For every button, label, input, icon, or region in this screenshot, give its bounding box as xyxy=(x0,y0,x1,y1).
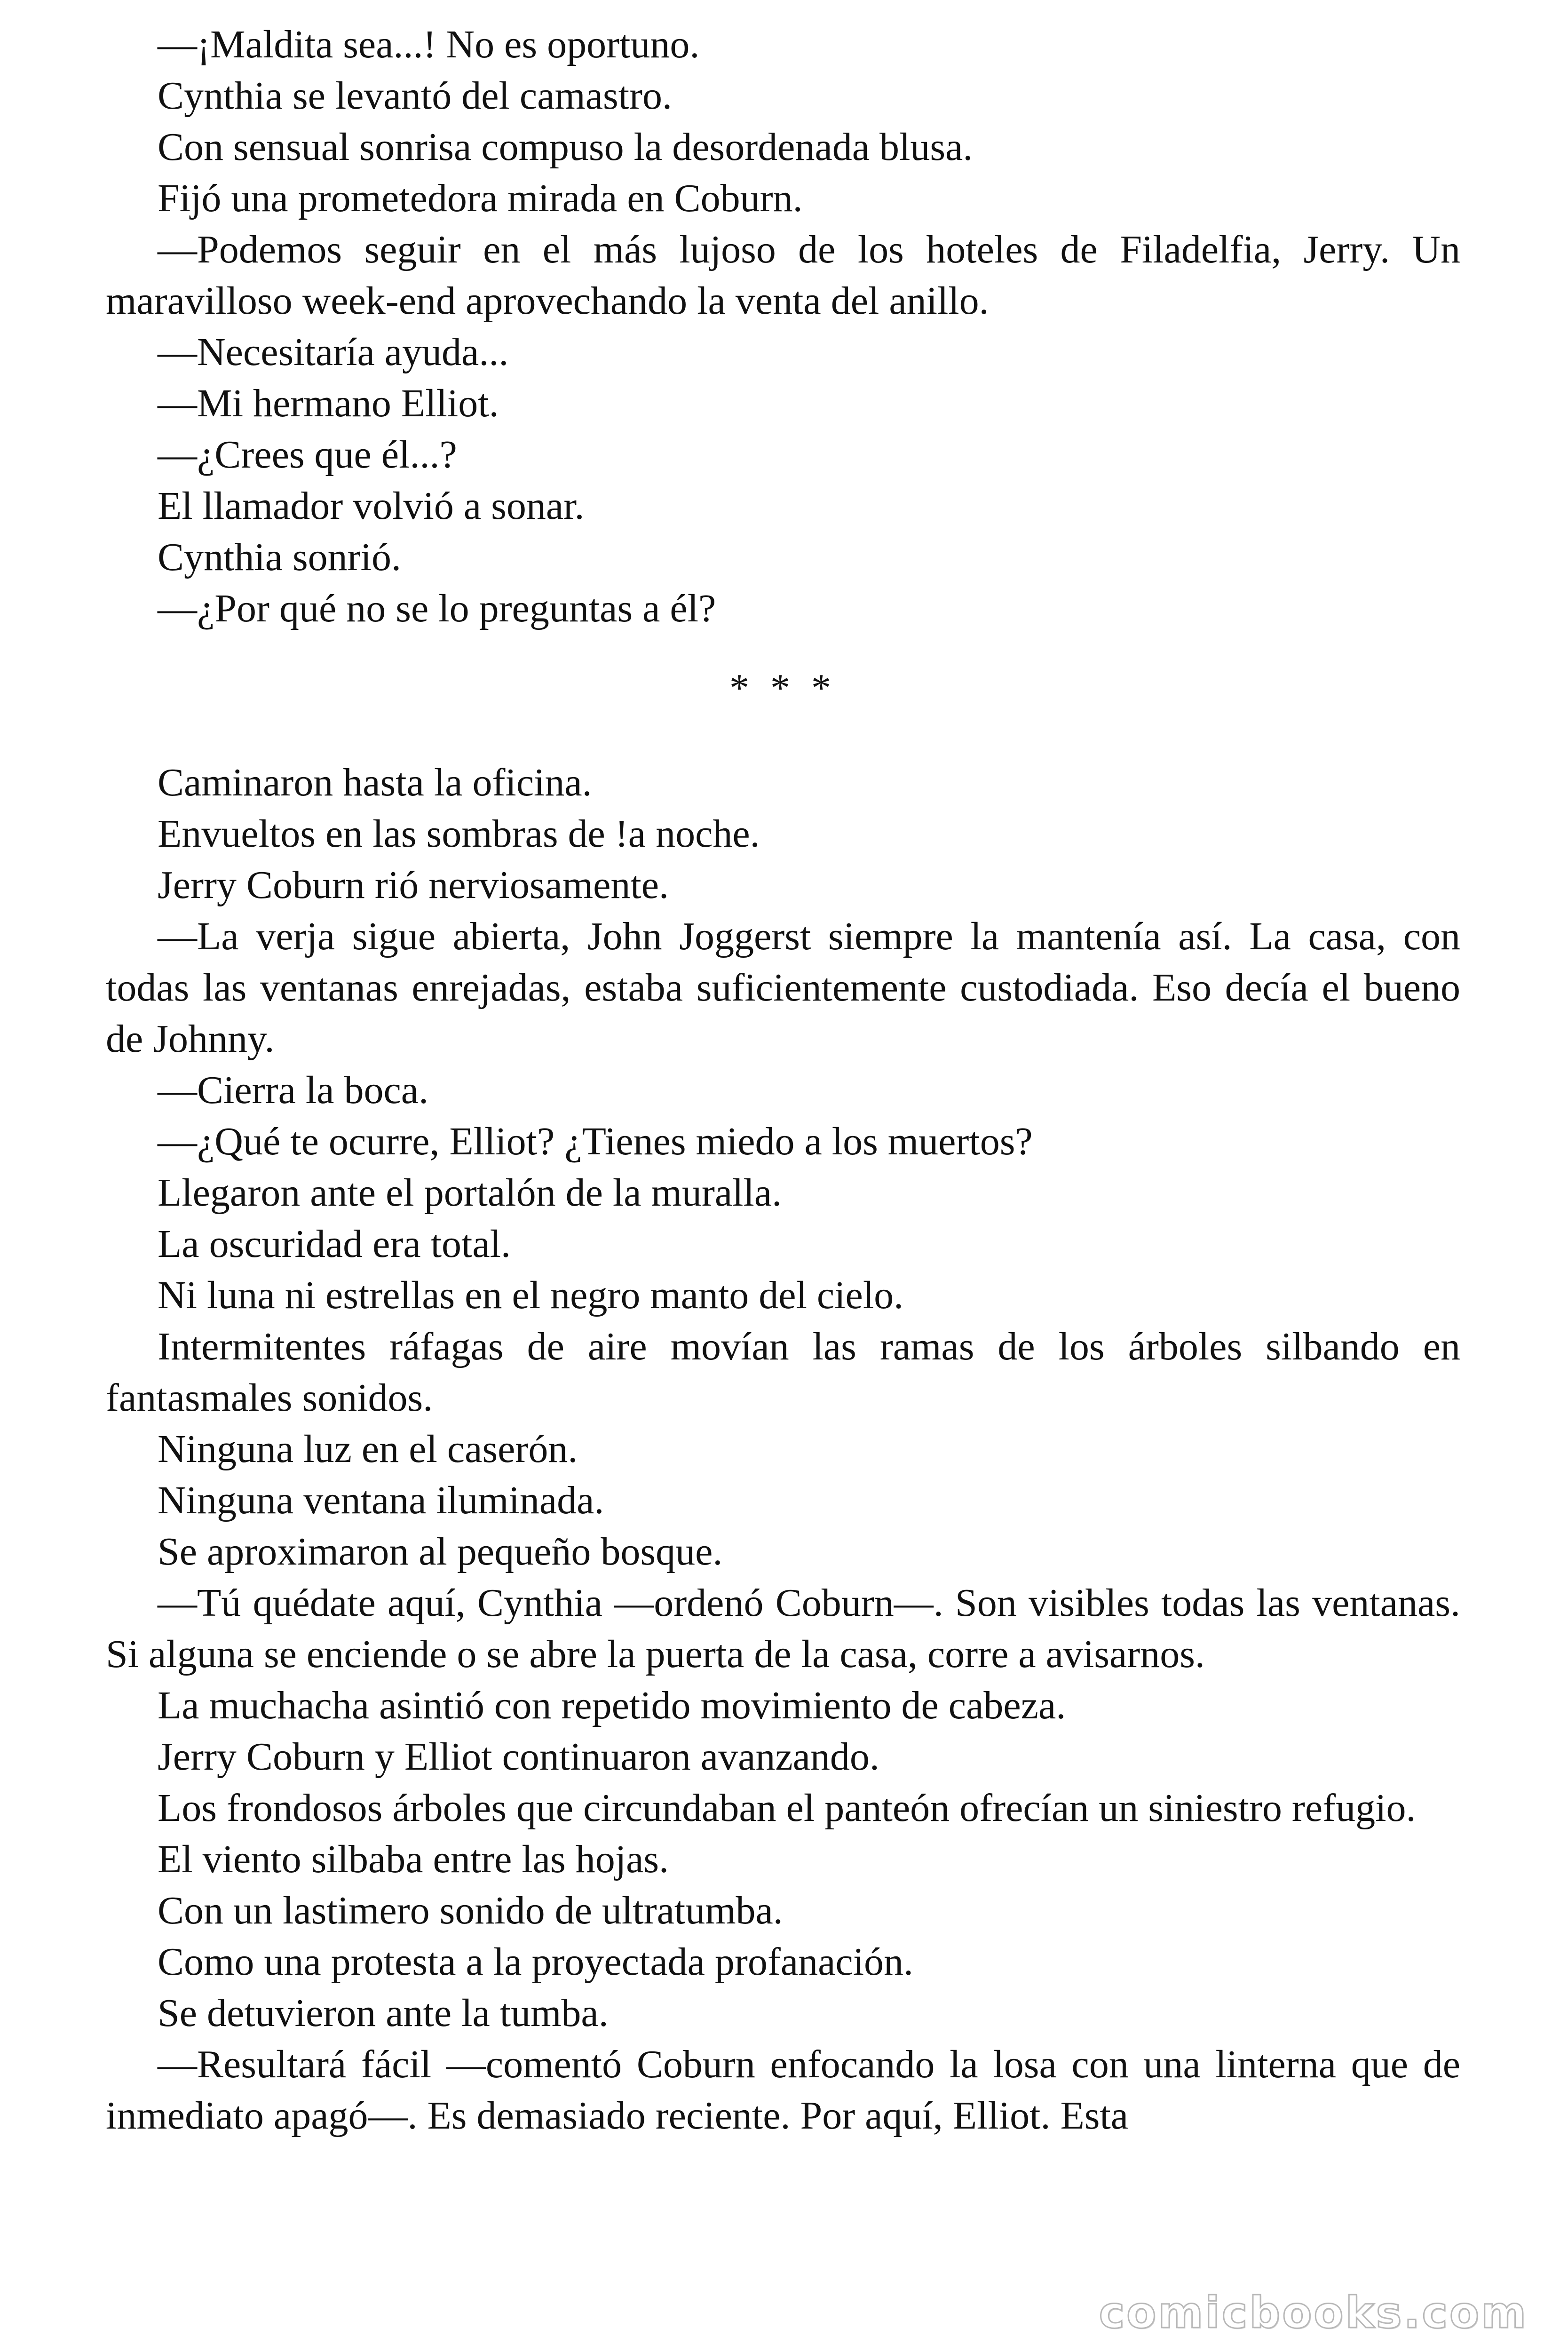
page-body xyxy=(106,19,1460,2141)
paragraph: Se aproximaron al pequeño bosque. xyxy=(158,1530,723,1573)
paragraph: Llegaron ante el portalón de la muralla. xyxy=(158,1171,782,1215)
paragraph: El llamador volvió a sonar. xyxy=(158,484,585,528)
paragraph: Ninguna luz en el caserón. xyxy=(158,1427,578,1471)
paragraph: La oscuridad era total. xyxy=(158,1222,511,1266)
watermark-logo: comicbooks.com xyxy=(1099,2288,1528,2338)
paragraph: —¡Maldita sea...! No es oportuno. xyxy=(158,23,700,66)
paragraph: Fijó una prometedora mirada en Coburn. xyxy=(158,176,803,220)
paragraph: Ninguna ventana iluminada. xyxy=(158,1478,604,1522)
paragraph: —¿Crees que él...? xyxy=(158,433,457,477)
paragraph: —Podemos seguir en el más lujoso de los hoteles de Filadelfia, Jerry. Un maravilloso week-end aprovechando la venta del anillo. xyxy=(106,228,1460,323)
paragraph: —Tú quédate aquí, Cynthia —ordenó Coburn—. Son visibles todas las ventanas. Si alguna se enciende o se abre la puerta de la casa, corre a avisarnos. xyxy=(106,1581,1460,1676)
paragraph: —Resultará fácil —comentó Coburn enfocando la losa con una linterna que de inmediato apagó—. Es demasiado reciente. Por aquí, Elliot. Esta xyxy=(106,2042,1460,2137)
paragraph: —La verja sigue abierta, John Joggerst siempre la mantenía así. La casa, con todas las ventanas enrejadas, estaba suficientemente custodiada. Eso decía el bueno de Johnny. xyxy=(106,914,1460,1061)
paragraph: Jerry Coburn y Elliot continuaron avanzando. xyxy=(158,1735,879,1779)
paragraph: —Cierra la boca. xyxy=(158,1068,429,1112)
paragraph: Con sensual sonrisa compuso la desordenada blusa. xyxy=(158,125,973,169)
paragraph: Como una protesta a la proyectada profanación. xyxy=(158,1940,914,1984)
paragraph: Cynthia se levantó del camastro. xyxy=(158,74,673,118)
paragraph: —¿Qué te ocurre, Elliot? ¿Tienes miedo a los muertos? xyxy=(158,1120,1033,1163)
paragraph: Ni luna ni estrellas en el negro manto del cielo. xyxy=(158,1273,904,1317)
paragraph: Jerry Coburn rió nerviosamente. xyxy=(158,863,669,907)
paragraph: Se detuvieron ante la tumba. xyxy=(158,1991,609,2035)
paragraph: Con un lastimero sonido de ultratumba. xyxy=(158,1889,783,1932)
paragraph: Caminaron hasta la oficina. xyxy=(158,761,592,804)
paragraph: Intermitentes ráfagas de aire movían las ramas de los árboles silbando en fantasmales sonidos. xyxy=(106,1325,1460,1420)
paragraph: Los frondosos árboles que circundaban el panteón ofrecían un siniestro refugio. xyxy=(158,1786,1416,1830)
scene-separator: * * * xyxy=(729,666,837,710)
paragraph: —¿Por qué no se lo preguntas a él? xyxy=(158,587,716,630)
paragraph: —Mi hermano Elliot. xyxy=(158,381,499,425)
paragraph: El viento silbaba entre las hojas. xyxy=(158,1837,669,1881)
paragraph: La muchacha asintió con repetido movimiento de cabeza. xyxy=(158,1684,1066,1727)
paragraph: Envueltos en las sombras de !a noche. xyxy=(158,812,760,856)
paragraph: Cynthia sonrió. xyxy=(158,535,401,579)
paragraph: —Necesitaría ayuda... xyxy=(158,330,509,374)
